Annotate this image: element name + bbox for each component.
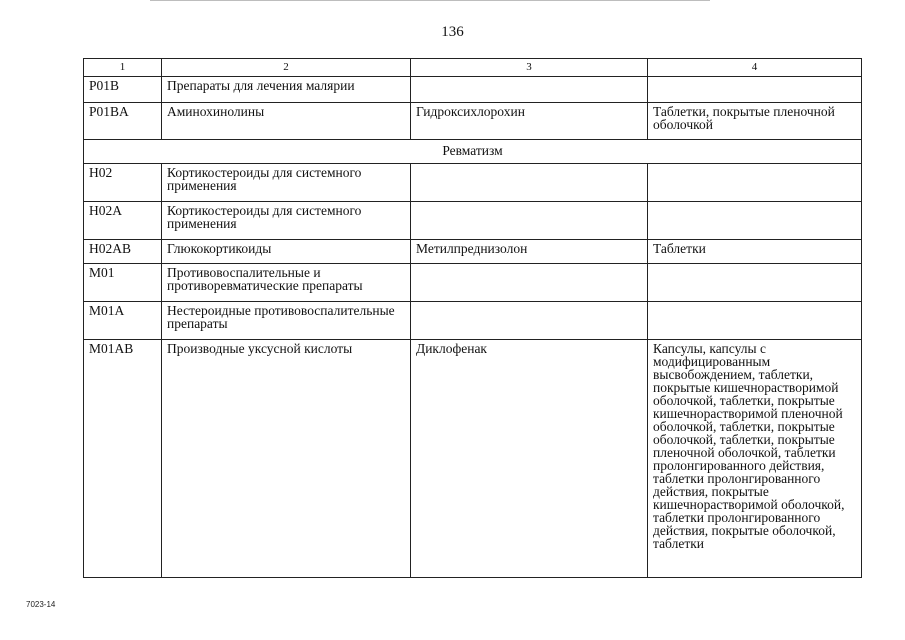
table-row [84,340,862,578]
table-row [84,202,862,240]
atc-code-cell: H02 [84,164,162,202]
section-row [84,140,862,164]
table-row [84,240,862,264]
top-scan-rule [150,0,710,1]
dosage-form-cell [648,264,862,302]
document-code: 7023-14 [26,600,56,609]
group-name-cell: Производные уксусной кислоты [162,340,411,578]
drug-name-cell: Метилпреднизолон [411,240,648,264]
drug-table [83,58,862,578]
group-name-cell: Нестероидные противовоспалительные препараты [162,302,411,340]
column-number-cell: 2 [162,59,411,77]
drug-name-cell: Диклофенак [411,340,648,578]
dosage-form-cell [648,302,862,340]
atc-code-cell: H02A [84,202,162,240]
group-name-cell: Кортикостероиды для системного применения [162,202,411,240]
drug-name-cell [411,302,648,340]
group-name-cell: Глюкокортикоиды [162,240,411,264]
table-row [84,164,862,202]
table-row [84,103,862,140]
atc-code-cell: P01BA [84,103,162,140]
column-number-cell: 4 [648,59,862,77]
column-number-row [84,59,862,77]
dosage-form-cell: Капсулы, капсулы с модифицированным высвобождением, таблетки, покрытые кишечнорастворимой оболочкой, таблетки, покрытые кишечнорастворимой пленочной оболочкой, таблетки, покрытые оболочкой, таблетки, покрытые пленочной оболочкой, таблетки пролонгированного действия, таблетки пролонгированного действия, покрытые кишечнорастворимой оболочкой, таблетки пролонгированного действия, покрытые оболочкой, таблетки [648,340,862,578]
section-title: Ревматизм [84,140,862,164]
dosage-form-cell: Таблетки [648,240,862,264]
column-number-cell: 1 [84,59,162,77]
atc-code-cell: P01B [84,77,162,103]
atc-code-cell: M01AB [84,340,162,578]
drug-name-cell [411,264,648,302]
drug-name-cell [411,77,648,103]
atc-code-cell: H02AB [84,240,162,264]
drug-name-cell: Гидроксихлорохин [411,103,648,140]
group-name-cell: Аминохинолины [162,103,411,140]
drug-name-cell [411,202,648,240]
atc-code-cell: M01A [84,302,162,340]
table-row [84,264,862,302]
dosage-form-cell: Таблетки, покрытые пленочной оболочкой [648,103,862,140]
atc-code-cell: M01 [84,264,162,302]
group-name-cell: Кортикостероиды для системного применения [162,164,411,202]
dosage-form-cell [648,164,862,202]
page-number: 136 [441,24,464,40]
column-number-cell: 3 [411,59,648,77]
group-name-cell: Препараты для лечения малярии [162,77,411,103]
drug-name-cell [411,164,648,202]
table-row [84,302,862,340]
dosage-form-cell [648,77,862,103]
dosage-form-cell [648,202,862,240]
group-name-cell: Противовоспалительные и противоревматические препараты [162,264,411,302]
table-row [84,77,862,103]
